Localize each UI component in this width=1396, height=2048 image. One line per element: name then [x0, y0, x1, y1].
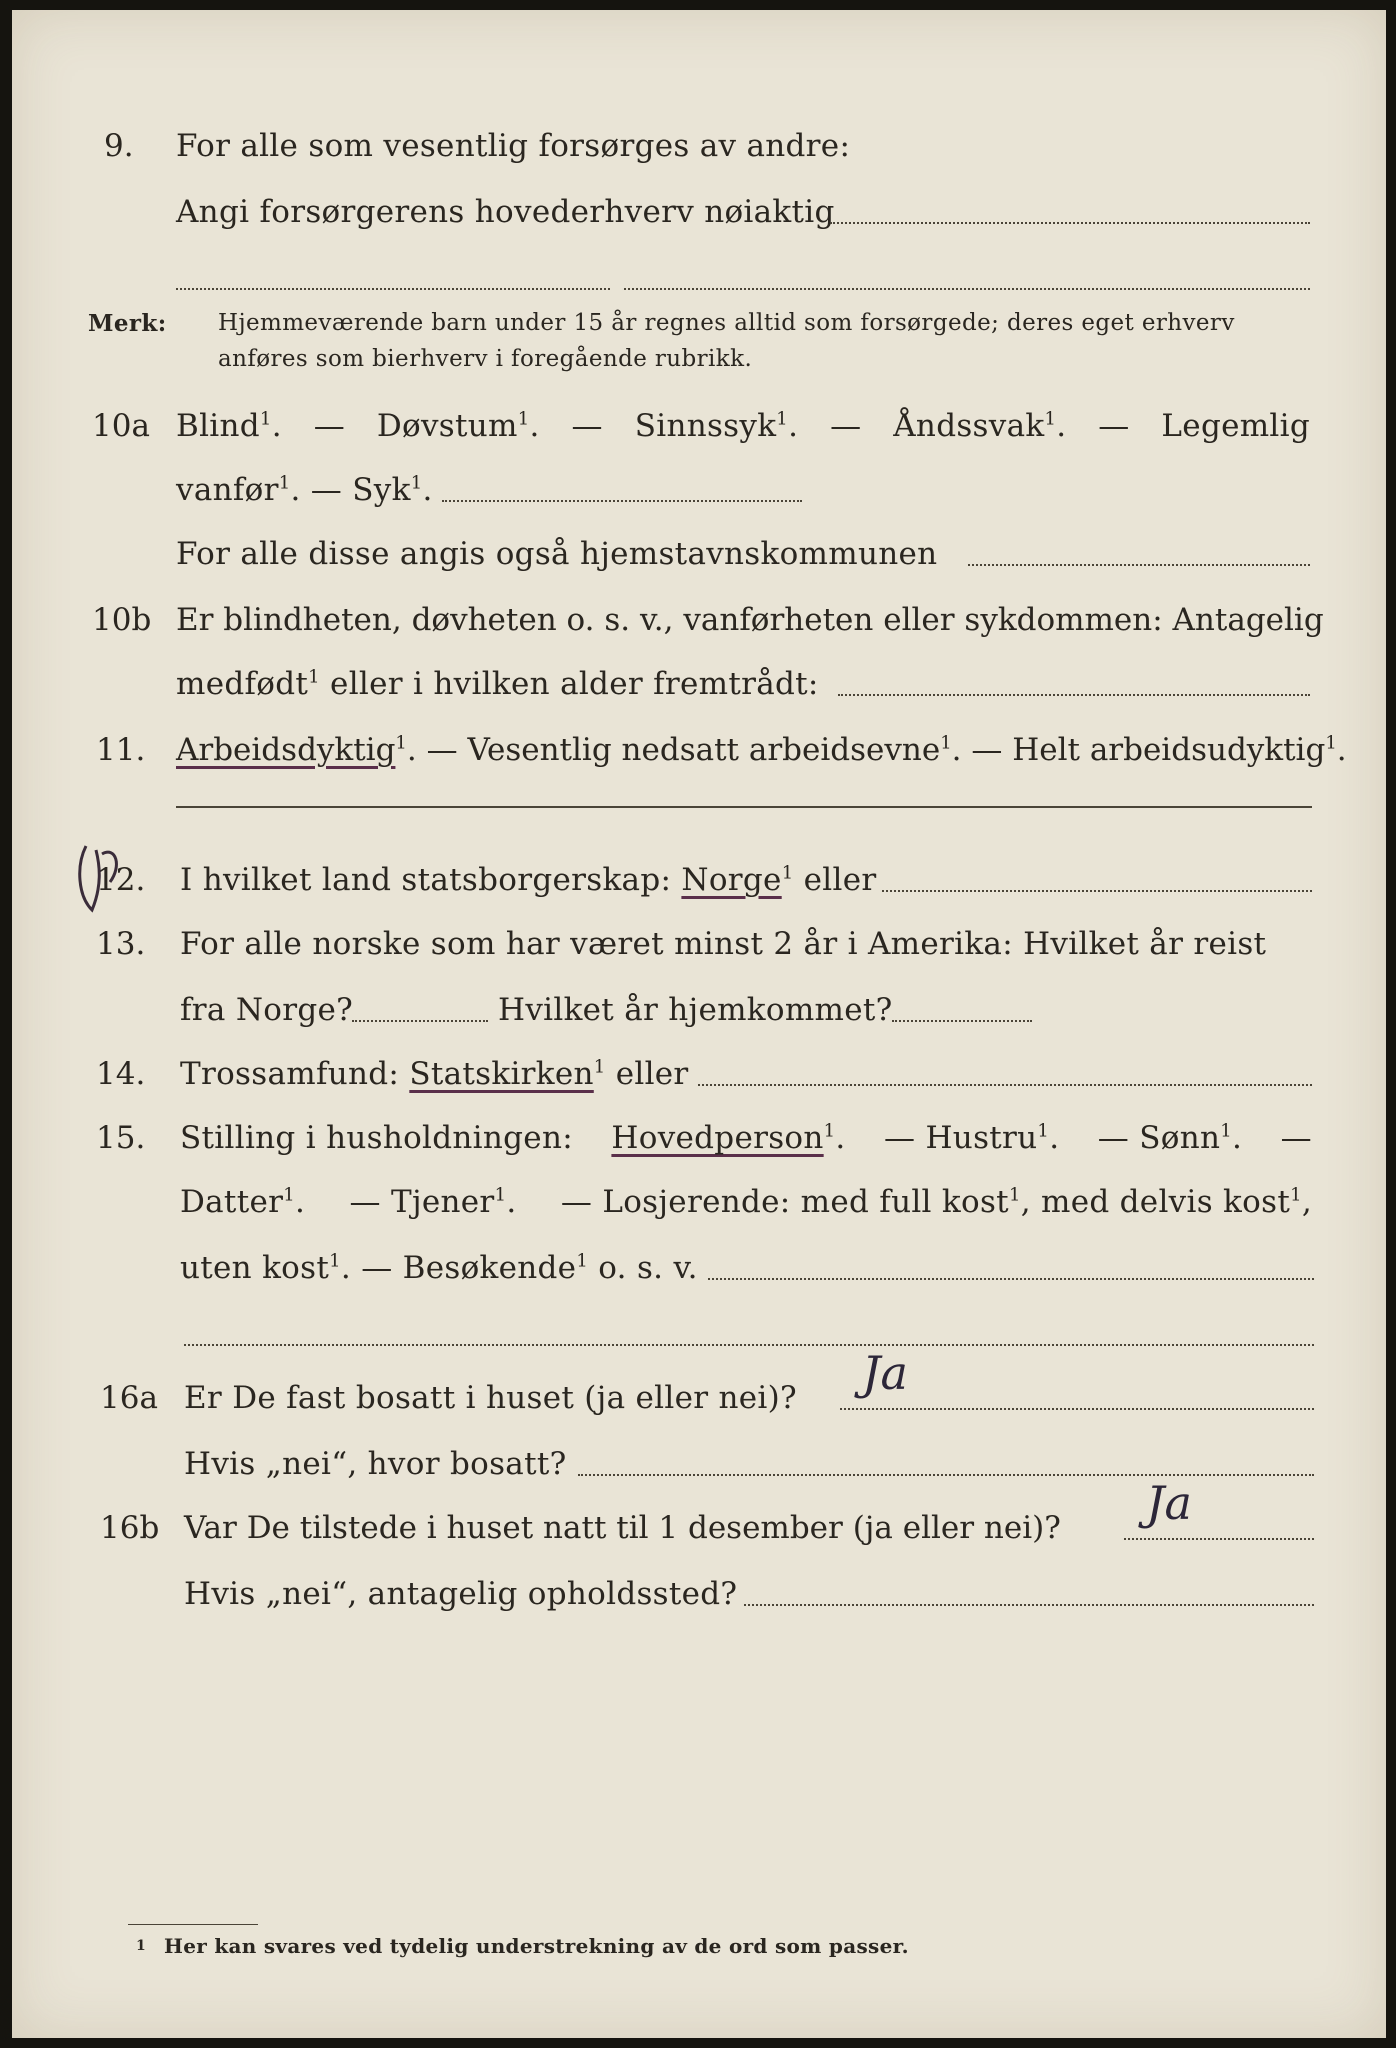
- q12-norge-underlined: Norge: [681, 862, 782, 898]
- q13-line1: For alle norske som har været minst 2 år i Amerika: Hvilket år reist: [180, 926, 1267, 962]
- q15-hovedperson-underlined: Hovedperson: [611, 1120, 824, 1156]
- q15-line3: uten kost$^1$. — Besøkende$^1$ o. s. v.: [180, 1250, 698, 1286]
- q13-from-norway-label: fra Norge?: [180, 992, 354, 1028]
- q10b-number: 10b: [92, 602, 152, 638]
- q16b-number: 16b: [100, 1510, 160, 1546]
- q10a-syk: Syk: [352, 472, 411, 508]
- q10a-blind: Blind: [176, 408, 260, 444]
- q16a-if-no: Hvis „nei“, hvor bosatt?: [184, 1446, 567, 1482]
- q10a-number: 10a: [92, 408, 150, 444]
- handwritten-check-mark: [72, 836, 132, 916]
- q16a-handwritten-answer[interactable]: Ja: [862, 1346, 908, 1400]
- q12-answer-line[interactable]: [882, 890, 1312, 892]
- q10a-line3: For alle disse angis også hjemstavnskommunen: [176, 536, 938, 572]
- q11-number: 11.: [96, 732, 146, 768]
- q13-returned-answer-line[interactable]: [892, 1020, 1032, 1022]
- q9-number: 9.: [104, 128, 134, 164]
- q16b-if-no: Hvis „nei“, antagelig opholdssted?: [184, 1576, 738, 1612]
- q16b-handwritten-answer[interactable]: Ja: [1146, 1476, 1192, 1530]
- q12-line: I hvilket land statsborgerskap: Norge$^1$ eller: [180, 862, 877, 898]
- q10a-line2: vanfør$^1$. — Syk$^1$.: [176, 472, 433, 508]
- q10a-sinnssyk: Sinnssyk: [634, 408, 777, 444]
- q10b-line1: Er blindheten, døvheten o. s. v., vanførheten eller sykdommen: Antagelig: [176, 602, 1324, 638]
- merk-line2: anføres som bierhverv i foregående rubrikk.: [218, 346, 753, 372]
- q10a-vanfor: vanfør: [176, 472, 279, 508]
- q10a-hjemstavn-answer-line[interactable]: [968, 564, 1310, 566]
- q16b-answer-line[interactable]: [1124, 1538, 1314, 1540]
- q11-arbeidsdyktig-underlined: Arbeidsdyktig: [176, 732, 396, 768]
- q9-answer-line[interactable]: [830, 222, 1310, 224]
- q15-line2: Datter$^1$. — Tjener$^1$. — Losjerende: med full kost$^1$, med delvis kost$^1$,: [180, 1184, 1312, 1220]
- q15-answer-line[interactable]: [708, 1278, 1314, 1280]
- footnote-mark: 1: [136, 1938, 147, 1954]
- q10a-andssvak: Åndssvak: [893, 408, 1045, 444]
- q11-line: Arbeidsdyktig$^1$. — Vesentlig nedsatt arbeidsevne$^1$. — Helt arbeidsudyktig$^1$.: [176, 732, 1347, 768]
- q9-answer-line-2a[interactable]: [176, 288, 610, 290]
- q16a-question: Er De fast bosatt i huset (ja eller nei)?: [184, 1380, 797, 1416]
- q14-statskirken-underlined: Statskirken: [409, 1056, 594, 1092]
- q9-answer-line-2b[interactable]: [624, 288, 1310, 290]
- q16b-question: Var De tilstede i huset natt til 1 desember (ja eller nei)?: [184, 1510, 1061, 1546]
- merk-label: Merk:: [88, 310, 167, 337]
- q16a-answer-line[interactable]: [840, 1408, 1314, 1410]
- q14-answer-line[interactable]: [698, 1084, 1312, 1086]
- q10b-answer-line[interactable]: [838, 694, 1310, 696]
- q13-from-norway-answer-line[interactable]: [352, 1020, 488, 1022]
- footnote-text: Her kan svares ved tydelig understrekning av de ord som passer.: [164, 1934, 909, 1958]
- q14-number: 14.: [96, 1056, 146, 1092]
- footnote-rule: [128, 1924, 258, 1925]
- q10a-line1: Blind$^1$. — Døvstum$^1$. — Sinnssyk$^1$. — Åndssvak$^1$. — Legemlig: [176, 408, 1310, 444]
- q16b-whereabouts-answer-line[interactable]: [744, 1604, 1314, 1606]
- q10a-syk-answer-line[interactable]: [442, 500, 802, 502]
- q15-answer-line-2[interactable]: [184, 1344, 1314, 1346]
- q13-returned-label: Hvilket år hjemkommet?: [498, 992, 893, 1028]
- q16a-residence-answer-line[interactable]: [578, 1474, 1314, 1476]
- q16a-number: 16a: [100, 1380, 158, 1416]
- q9-line1: For alle som vesentlig forsørges av andre:: [176, 128, 851, 164]
- q10a-legemlig: Legemlig: [1161, 408, 1310, 444]
- q10b-line2: medfødt$^1$ eller i hvilken alder fremtrådt:: [176, 666, 819, 702]
- merk-line1: Hjemmeværende barn under 15 år regnes alltid som forsørgede; deres eget erhverv: [218, 310, 1235, 336]
- q9-line2: Angi forsørgerens hovederhverv nøiaktig: [176, 194, 835, 230]
- q10a-dovstum: Døvstum: [376, 408, 518, 444]
- q15-number: 15.: [96, 1120, 146, 1156]
- q14-line: Trossamfund: Statskirken$^1$ eller: [180, 1056, 689, 1092]
- q11-divider: [176, 806, 1312, 808]
- census-form-page: [12, 10, 1386, 2038]
- q15-line1: Stilling i husholdningen: Hovedperson$^1$. — Hustru$^1$. — Sønn$^1$. —: [180, 1120, 1312, 1156]
- q13-number: 13.: [96, 926, 146, 962]
- q12-number: 12.: [96, 862, 146, 898]
